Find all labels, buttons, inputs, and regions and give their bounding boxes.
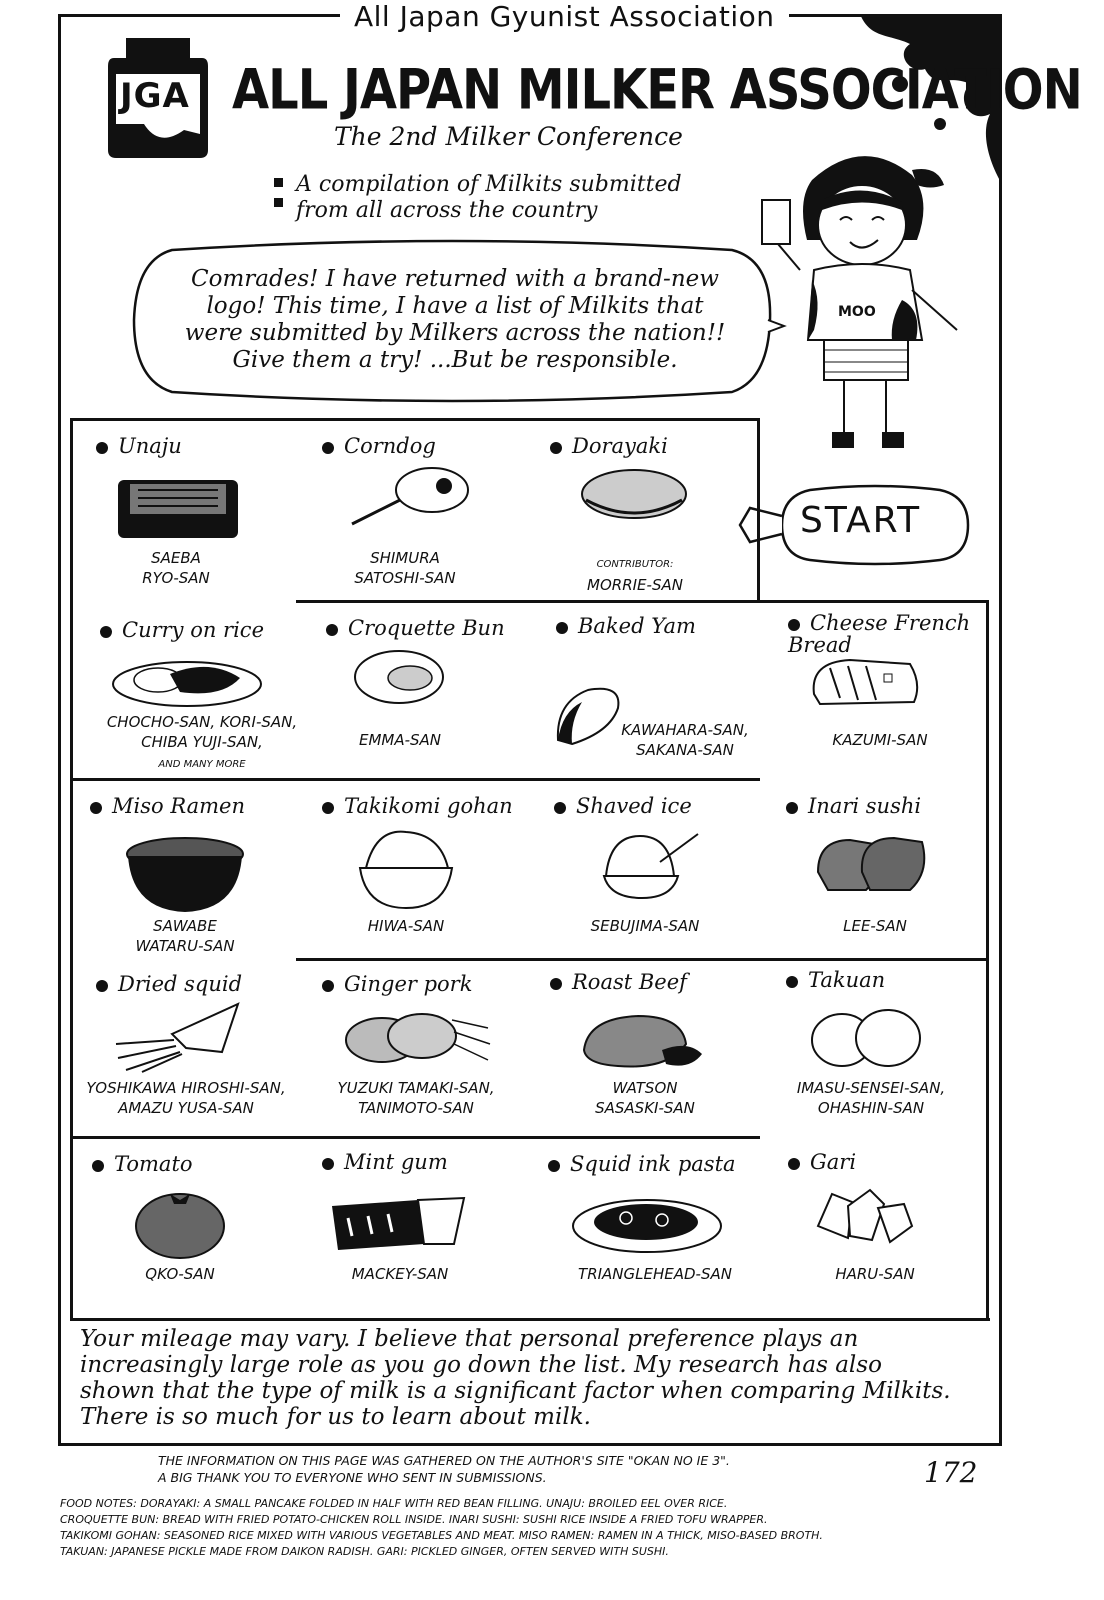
speech-line: logo! This time, I have a list of Milkits that — [206, 293, 704, 319]
food-name-unaju — [96, 434, 182, 458]
contributor-ginger-pork: YUZUKI TAMAKI-SAN, TANIMOTO-SAN — [337, 1079, 495, 1117]
bullet-dot — [322, 802, 334, 814]
grid-line — [986, 600, 989, 960]
food-name-cheese-bread — [788, 612, 978, 656]
contributor-suffix: AND MANY MORE — [158, 759, 246, 770]
grid-line — [296, 600, 988, 603]
food-label: Tomato — [114, 1152, 193, 1176]
credits-line: THE INFORMATION ON THIS PAGE WAS GATHERED ON THE AUTHOR'S SITE "OKAN NO IE 3". — [158, 1453, 730, 1468]
contributor-takikomi: HIWA-SAN — [367, 917, 445, 935]
bullet-dot — [322, 980, 334, 992]
contributor-curry — [92, 712, 312, 775]
bullet-dot — [554, 802, 566, 814]
start-label: START — [800, 500, 922, 541]
food-label: Squid ink pasta — [570, 1152, 736, 1176]
ramen-bowl-icon — [124, 834, 246, 914]
shirt-label: MOO — [838, 304, 876, 320]
food-label: Cheese French Bread — [788, 611, 971, 657]
contributor-ramen: SAWABE WATARU-SAN — [135, 917, 235, 955]
bullet-dot — [786, 976, 798, 988]
contributor-squid-ink-pasta: TRIANGLEHEAD-SAN — [578, 1265, 732, 1283]
speech-text — [160, 266, 750, 374]
bullet-dot — [548, 1160, 560, 1172]
food-name-inari — [786, 794, 921, 818]
food-notes — [60, 1496, 823, 1560]
food-label: Curry on rice — [122, 618, 264, 642]
food-label: Roast Beef — [572, 970, 687, 994]
bullet-dot — [322, 442, 334, 454]
inari-sushi-icon — [814, 832, 930, 896]
food-name-ramen — [90, 794, 245, 818]
dried-squid-icon — [112, 1002, 246, 1072]
food-name-mint-gum — [322, 1150, 448, 1174]
grid-line — [986, 960, 989, 1320]
bullet-dot — [788, 1158, 800, 1170]
food-label: Unaju — [118, 434, 182, 458]
bullet-dot — [100, 626, 112, 638]
food-name-takuan — [786, 968, 885, 992]
contributor-takuan: IMASU-SENSEI-SAN, OHASHIN-SAN — [796, 1079, 946, 1117]
grid-line — [70, 1318, 990, 1321]
speech-line: Comrades! I have returned with a brand-new — [191, 266, 719, 292]
shaved-ice-icon — [596, 832, 706, 902]
credits — [158, 1452, 730, 1486]
food-notes-line: CROQUETTE BUN: BREAD WITH FRIED POTATO-CHICKEN ROLL INSIDE. INARI SUSHI: SUSHI RICE INSIDE A FRIED TOFU WRAPPER. — [60, 1513, 768, 1526]
french-bread-icon — [810, 654, 920, 708]
grid-line — [70, 778, 760, 781]
food-name-gari — [788, 1150, 856, 1174]
contributor-inari: LEE-SAN — [843, 917, 907, 935]
contributor-mint-gum: MACKEY-SAN — [351, 1265, 449, 1283]
food-name-dried-squid — [96, 972, 242, 996]
food-label: Croquette Bun — [348, 616, 505, 640]
food-notes-line: FOOD NOTES: DORAYAKI: A SMALL PANCAKE FOLDED IN HALF WITH RED BEAN FILLING. UNAJU: BROILED EEL OVER RICE. — [60, 1497, 728, 1510]
food-name-squid-ink-pasta — [548, 1152, 736, 1176]
closing-note: Your mileage may vary. I believe that personal preference plays an increasingly large role as you go down the list. My research has also shown that the type of milk is a significant factor when comparing Milkits. There is so much for us to learn about milk. — [80, 1326, 951, 1430]
rice-bowl-icon — [356, 828, 456, 910]
grid-line — [757, 418, 760, 602]
speech-line: were submitted by Milkers across the nation!! — [184, 320, 726, 346]
pasta-plate-icon — [570, 1192, 724, 1256]
bullet-square — [274, 198, 283, 207]
bullet-dot — [92, 1160, 104, 1172]
food-label: Takuan — [808, 968, 886, 992]
food-label: Inari sushi — [808, 794, 922, 818]
food-name-corndog — [322, 434, 436, 458]
page-number: 172 — [924, 1456, 978, 1489]
page-title: ALL JAPAN MILKER ASSOCIATION — [232, 58, 1082, 123]
contributor-roast-beef: WATSON SASASKI-SAN — [595, 1079, 695, 1117]
grid-line — [70, 418, 73, 1320]
corndog-icon — [346, 464, 470, 528]
food-label: Dorayaki — [572, 434, 668, 458]
bullet-dot — [322, 1158, 334, 1170]
jga-logo — [104, 38, 212, 158]
food-label: Shaved ice — [576, 794, 692, 818]
food-notes-line: TAKUAN: JAPANESE PICKLE MADE FROM DAIKON RADISH. GARI: PICKLED GINGER, OFTEN SERVED WITH SUSHI. — [60, 1545, 669, 1558]
contributor-dried-squid: YOSHIKAWA HIROSHI-SAN, AMAZU YUSA-SAN — [86, 1079, 286, 1117]
ginger-pork-icon — [342, 1004, 492, 1074]
bullet-dot — [556, 622, 568, 634]
food-label: Ginger pork — [344, 972, 473, 996]
contributor-croquette: EMMA-SAN — [358, 731, 442, 749]
contributor-yam: KAWAHARA-SAN, SAKANA-SAN — [621, 721, 749, 759]
tomato-icon — [132, 1186, 228, 1258]
food-name-roast-beef — [550, 970, 687, 994]
bullet-dot — [786, 802, 798, 814]
food-name-curry — [100, 618, 264, 642]
bullet-square — [274, 178, 283, 187]
bullet-dot — [90, 802, 102, 814]
compilation-line-2: from all across the country — [296, 198, 598, 223]
contributor-corndog: SHIMURA SATOSHI-SAN — [354, 549, 456, 587]
credits-line: A BIG THANK YOU TO EVERYONE WHO SENT IN SUBMISSIONS. — [158, 1470, 547, 1485]
milker-girl-illustration — [752, 140, 972, 460]
gari-icon — [812, 1186, 916, 1246]
speech-line: Give them a try! ...But be responsible. — [232, 347, 678, 373]
food-name-yam — [556, 614, 696, 638]
contributor-unaju: SAEBA RYO-SAN — [142, 549, 210, 587]
bullet-dot — [326, 624, 338, 636]
contributor-dorayaki — [560, 552, 710, 595]
food-name-dorayaki — [550, 434, 668, 458]
bullet-dot — [550, 442, 562, 454]
food-name-tomato — [92, 1152, 193, 1176]
contributor-gari: HARU-SAN — [835, 1265, 915, 1283]
bullet-dot — [788, 619, 800, 631]
food-name-croquette — [326, 616, 505, 640]
grid-line — [70, 1136, 760, 1139]
food-name-shaved-ice — [554, 794, 692, 818]
food-label: Miso Ramen — [112, 794, 245, 818]
bullet-dot — [550, 978, 562, 990]
contributor-prefix: CONTRIBUTOR: — [596, 559, 674, 570]
contributor-shaved-ice: SEBUJIMA-SAN — [590, 917, 700, 935]
croquette-bun-icon — [352, 648, 446, 706]
food-label: Corndog — [344, 434, 436, 458]
bullet-dot — [96, 442, 108, 454]
food-name-takikomi — [322, 794, 513, 818]
takuan-icon — [808, 1006, 924, 1070]
mint-gum-icon — [328, 1196, 468, 1252]
food-label: Takikomi gohan — [344, 794, 513, 818]
food-notes-line: TAKIKOMI GOHAN: SEASONED RICE MIXED WITH VARIOUS VEGETABLES AND MEAT. MISO RAMEN: RAMEN IN A THICK, MISO-BASED BROTH. — [60, 1529, 823, 1542]
contributor-name: MORRIE-SAN — [587, 576, 683, 594]
curry-plate-icon — [110, 654, 264, 710]
food-label: Dried squid — [118, 972, 243, 996]
food-name-ginger-pork — [322, 972, 472, 996]
food-label: Baked Yam — [578, 614, 696, 638]
contributor-tomato: QKO-SAN — [145, 1265, 215, 1283]
contributor-name: CHOCHO-SAN, KORI-SAN, CHIBA YUJI-SAN, — [106, 713, 298, 751]
conference-title: The 2nd Milker Conference — [334, 122, 683, 151]
association-subtitle: All Japan Gyunist Association — [340, 0, 789, 33]
food-label: Gari — [810, 1150, 857, 1174]
food-label: Mint gum — [344, 1150, 448, 1174]
roast-beef-icon — [578, 1010, 706, 1072]
compilation-line-1: A compilation of Milkits submitted — [296, 172, 682, 197]
grid-line — [296, 958, 988, 961]
dorayaki-icon — [578, 466, 690, 524]
grid-line — [70, 418, 760, 421]
bullet-dot — [96, 980, 108, 992]
contributor-cheese-bread: KAZUMI-SAN — [832, 731, 928, 749]
unaju-box-icon — [114, 472, 242, 542]
logo-text: JGA — [120, 76, 190, 116]
